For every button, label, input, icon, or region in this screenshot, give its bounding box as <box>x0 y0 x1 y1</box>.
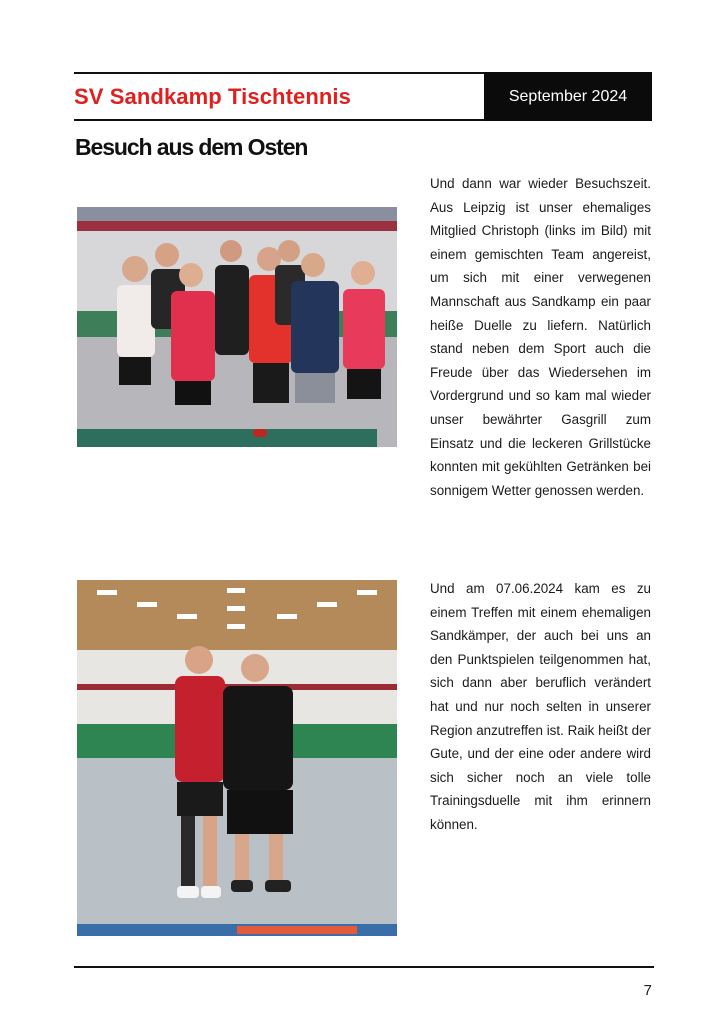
group-photo <box>77 207 397 447</box>
header-top-rule <box>74 72 484 74</box>
brand-title: SV Sandkamp Tischtennis <box>74 84 351 109</box>
article-paragraph-2: Und am 07.06.2024 kam es zu einem Treffen mit einem ehemaligen Sandkämper, der auch bei uns an den Punktspielen teilgenommen hat, sich dann aber beruflich verändert hat und nur noch selten in unserer Region anzutreffen ist. Raik heißt der Gute, und der eine oder andere wird sich sicher noch an viele tolle Trainingsduelle mit ihm erinnern können. <box>430 581 651 832</box>
page-number: 7 <box>643 982 652 999</box>
footer-rule <box>74 966 654 968</box>
issue-date-badge: September 2024 <box>484 72 652 121</box>
article-title: Besuch aus dem Osten <box>75 134 308 160</box>
duo-photo <box>77 580 397 936</box>
header-bottom-rule <box>74 119 484 121</box>
article-paragraph-1: Und dann war wieder Besuchszeit. Aus Leipzig ist unser ehemaliges Mitglied Christoph (links im Bild) mit einem gemischten Team angereist, um sich mit einer verwegenen Mannschaft aus Sandkamp ein paar heiße Duelle zu liefern. Natürlich stand neben dem Sport auch die Freude über das Wiedersehen im Vordergrund und so kam mal wieder unser bewährter Gasgrill zum Einsatz und die leckeren Grillstücke konnten mit gekühlten Getränken bei sonnigem Wetter genossen werden. <box>430 176 651 498</box>
